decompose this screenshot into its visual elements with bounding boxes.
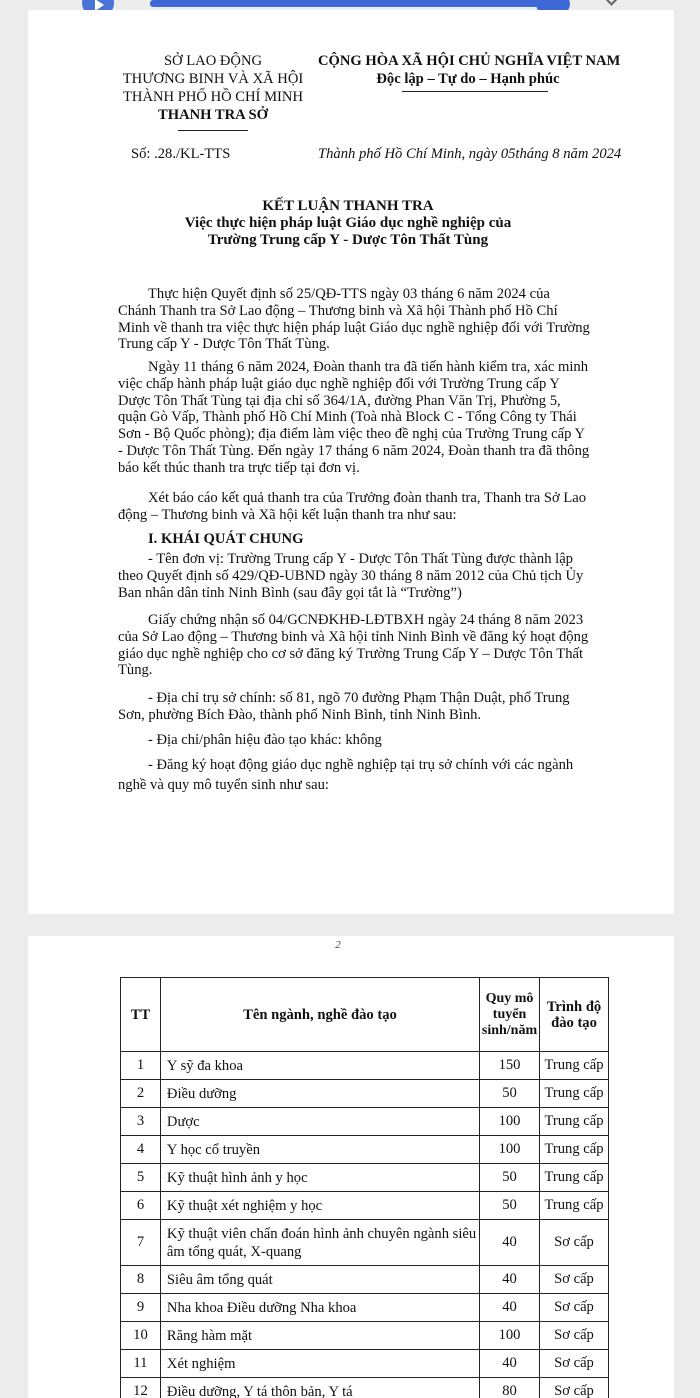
row-index-cell: 8 bbox=[121, 1266, 161, 1294]
enrollment-cell: 50 bbox=[480, 1080, 540, 1108]
text-line: Thực hiện Quyết định số 25/QĐ-TTS ngày 03 tháng 6 năm 2024 của bbox=[148, 286, 550, 302]
title-subject-line: Việc thực hiện pháp luật Giáo dục nghề nghiệp của bbox=[184, 215, 512, 231]
level-cell: Trung cấp bbox=[540, 1192, 609, 1220]
table-row bbox=[121, 1192, 609, 1220]
text-line: động – Thương binh và Xã hội kết luận thanh tra như sau: bbox=[118, 506, 457, 523]
place-and-date: Thành phố Hồ Chí Minh, ngày 05tháng 8 năm 2024 bbox=[318, 146, 622, 162]
paragraph-decision bbox=[118, 286, 611, 353]
enrollment-cell: 50 bbox=[480, 1192, 540, 1220]
table-row bbox=[121, 1266, 609, 1294]
level-cell: Sơ cấp bbox=[540, 1350, 609, 1378]
paragraph-inspection bbox=[118, 359, 611, 477]
level-cell: Sơ cấp bbox=[540, 1266, 609, 1294]
major-name-cell: Răng hàm mặt bbox=[160, 1322, 479, 1350]
text-line: - Địa chỉ trụ sở chính: số 81, ngõ 70 đường Phạm Thận Duật, phố Trung bbox=[148, 690, 570, 706]
major-name-cell: Kỹ thuật xét nghiệm y học bbox=[160, 1192, 479, 1220]
major-name-cell: Y sỹ đa khoa bbox=[160, 1052, 479, 1080]
enrollment-cell: 100 bbox=[480, 1108, 540, 1136]
agency-department: THANH TRA SỞ bbox=[157, 107, 269, 123]
motto-underline bbox=[402, 91, 548, 92]
text-line: Xét báo cáo kết quả thanh tra của Trưởng đoàn thanh tra, Thanh tra Sở Lao bbox=[148, 490, 587, 506]
issuing-agency bbox=[88, 52, 338, 124]
document-page-1 bbox=[28, 10, 674, 914]
enrollment-cell: 100 bbox=[480, 1322, 540, 1350]
text-line: - Tên đơn vị: Trường Trung cấp Y - Dược Tôn Thất Tùng được thành lập bbox=[148, 551, 573, 567]
enrollment-cell: 40 bbox=[480, 1350, 540, 1378]
major-name-cell: Y học cổ truyền bbox=[160, 1136, 479, 1164]
level-cell: Sơ cấp bbox=[540, 1294, 609, 1322]
paragraph-certificate bbox=[118, 612, 611, 679]
header-underline bbox=[178, 130, 248, 131]
text-line: nghề và quy mô tuyển sinh như sau: bbox=[118, 777, 329, 793]
row-index-cell: 6 bbox=[121, 1192, 161, 1220]
table-row bbox=[121, 1052, 609, 1080]
table-header-row bbox=[121, 978, 609, 1052]
row-index-cell: 1 bbox=[121, 1052, 161, 1080]
table-header-cell: TT bbox=[121, 978, 161, 1052]
text-line: Ban nhân dân tỉnh Ninh Bình (sau đây gọi tắt là “Trường”) bbox=[118, 584, 462, 601]
text-line: báo kết thúc thanh tra trực tiếp tại đơn vị. bbox=[118, 459, 360, 476]
page-number: 2 bbox=[335, 939, 341, 951]
enrollment-cell: 40 bbox=[480, 1294, 540, 1322]
row-index-cell: 5 bbox=[121, 1164, 161, 1192]
level-cell: Trung cấp bbox=[540, 1136, 609, 1164]
national-header bbox=[318, 52, 621, 88]
text-line: Dược Tôn Thất Tùng tại địa chỉ số 364/1A, đường Phan Văn Trị, Phường 5, bbox=[118, 392, 561, 409]
level-cell: Trung cấp bbox=[540, 1164, 609, 1192]
level-cell: Trung cấp bbox=[540, 1080, 609, 1108]
agency-line: SỞ LAO ĐỘNG bbox=[163, 53, 263, 69]
major-name-cell: Kỹ thuật viên chẩn đoán hình ảnh chuyên ngành siêu âm tổng quát, X-quang bbox=[160, 1220, 479, 1266]
progress-track[interactable] bbox=[150, 0, 545, 7]
level-cell: Sơ cấp bbox=[540, 1322, 609, 1350]
level-cell: Sơ cấp bbox=[540, 1378, 609, 1398]
text-line: theo Quyết định số 429/QĐ-UBND ngày 30 tháng 8 năm 2012 của Chủ tịch Ủy bbox=[118, 567, 584, 584]
enrollment-cell: 40 bbox=[480, 1266, 540, 1294]
enrollment-cell: 50 bbox=[480, 1164, 540, 1192]
table-row bbox=[121, 1080, 609, 1108]
table-header-cell: Trình độ đào tạo bbox=[540, 978, 609, 1052]
paragraph-branch bbox=[118, 732, 611, 749]
level-cell: Trung cấp bbox=[540, 1052, 609, 1080]
section-heading: I. KHÁI QUÁT CHUNG bbox=[148, 531, 304, 547]
document-page-2 bbox=[28, 936, 674, 1398]
text-line: Ngày 11 tháng 6 năm 2024, Đoàn thanh tra đã tiến hành kiểm tra, xác minh bbox=[148, 359, 588, 375]
table-header-cell: Quy mô tuyển sinh/năm bbox=[480, 978, 540, 1052]
major-name-cell: Điều dưỡng, Y tá thôn bản, Y tá bbox=[160, 1378, 479, 1398]
title-main: KẾT LUẬN THANH TRA bbox=[262, 198, 434, 214]
text-line: Sơn - Bộ Quốc phòng); địa điểm làm việc theo đề nghị của Trường Trung cấp Y bbox=[118, 426, 586, 443]
text-line: Tùng. bbox=[118, 662, 153, 679]
agency-line: THÀNH PHỐ HỒ CHÍ MINH bbox=[123, 89, 303, 105]
row-index-cell: 9 bbox=[121, 1294, 161, 1322]
table-row bbox=[121, 1136, 609, 1164]
table-row bbox=[121, 1294, 609, 1322]
row-index-cell: 7 bbox=[121, 1220, 161, 1266]
row-index-cell: 10 bbox=[121, 1322, 161, 1350]
major-name-cell: Siêu âm tổng quát bbox=[160, 1266, 479, 1294]
enrollment-cell: 40 bbox=[480, 1220, 540, 1266]
major-name-cell: Điều dưỡng bbox=[160, 1080, 479, 1108]
row-index-cell: 11 bbox=[121, 1350, 161, 1378]
text-line: Sơn, phường Bích Đào, thành phố Ninh Bình, tỉnh Ninh Bình. bbox=[118, 706, 482, 723]
text-line: - Đăng ký hoạt động giáo dục nghề nghiệp tại trụ sở chính với các ngành bbox=[148, 757, 574, 773]
table-row bbox=[121, 1378, 609, 1398]
paragraph-registration bbox=[118, 755, 611, 795]
enrollment-cell: 80 bbox=[480, 1378, 540, 1398]
text-line: giáo dục nghề nghiệp cho cơ sở đăng ký Trường Trung Cấp Y – Dược Tôn Thất bbox=[118, 645, 584, 662]
text-line: quận Gò Vấp, Thành phố Hồ Chí Minh (Toà nhà Block C - Tổng Công ty Thái bbox=[118, 409, 577, 426]
text-line: Giấy chứng nhận số 04/GCNĐKHĐ-LĐTBXH ngày 24 tháng 8 năm 2023 bbox=[148, 612, 584, 628]
level-cell: Sơ cấp bbox=[540, 1220, 609, 1266]
table-row bbox=[121, 1108, 609, 1136]
national-motto: Độc lập – Tự do – Hạnh phúc bbox=[376, 71, 560, 87]
enrollment-cell: 150 bbox=[480, 1052, 540, 1080]
row-index-cell: 3 bbox=[121, 1108, 161, 1136]
table-row bbox=[121, 1164, 609, 1192]
text-line: Trung cấp Y - Dược Tôn Thất Tùng. bbox=[118, 336, 330, 353]
major-name-cell: Xét nghiệm bbox=[160, 1350, 479, 1378]
row-index-cell: 12 bbox=[121, 1378, 161, 1398]
table-header-cell: Tên ngành, nghề đào tạo bbox=[160, 978, 479, 1052]
table-row bbox=[121, 1220, 609, 1266]
text-line: việc chấp hành pháp luật giáo dục nghề nghiệp đối với Trường Trung cấp Y bbox=[118, 375, 560, 392]
text-line: Chánh Thanh tra Sở Lao động – Thương binh và Xã hội Thành phố Hồ Chí bbox=[118, 302, 558, 319]
agency-line: THƯƠNG BINH VÀ XÃ HỘI bbox=[122, 71, 304, 87]
row-index-cell: 4 bbox=[121, 1136, 161, 1164]
enrollment-cell: 100 bbox=[480, 1136, 540, 1164]
document-title bbox=[88, 198, 608, 249]
table-row bbox=[121, 1322, 609, 1350]
text-line: - Địa chỉ/phân hiệu đào tạo khác: không bbox=[148, 732, 382, 748]
major-name-cell: Dược bbox=[160, 1108, 479, 1136]
paragraph-conclusion-intro bbox=[118, 490, 611, 524]
major-name-cell: Nha khoa Điều dưỡng Nha khoa bbox=[160, 1294, 479, 1322]
level-cell: Trung cấp bbox=[540, 1108, 609, 1136]
text-line: - Dược Tôn Thất Tùng. Đến ngày 17 tháng 6 năm 2024, Đoàn thanh tra đã thông bbox=[118, 442, 590, 459]
majors-table bbox=[120, 977, 609, 1398]
document-number: Số: .28./KL-TTS bbox=[131, 146, 231, 162]
title-subject-line: Trường Trung cấp Y - Dược Tôn Thất Tùng bbox=[207, 232, 489, 248]
text-line: Minh về thanh tra việc thực hiện pháp luật Giáo dục nghề nghiệp đối với Trường bbox=[118, 319, 590, 336]
table-row bbox=[121, 1350, 609, 1378]
majors-table-body bbox=[121, 1052, 609, 1398]
paragraph-unit-name bbox=[118, 551, 611, 601]
text-line: của Sở Lao động – Thương binh và Xã hội tỉnh Ninh Bình về đăng ký hoạt động bbox=[118, 628, 589, 645]
paragraph-address bbox=[118, 690, 611, 724]
major-name-cell: Kỹ thuật hình ảnh y học bbox=[160, 1164, 479, 1192]
nation-name: CỘNG HÒA XÃ HỘI CHỦ NGHĨA VIỆT NAM bbox=[318, 53, 621, 69]
row-index-cell: 2 bbox=[121, 1080, 161, 1108]
